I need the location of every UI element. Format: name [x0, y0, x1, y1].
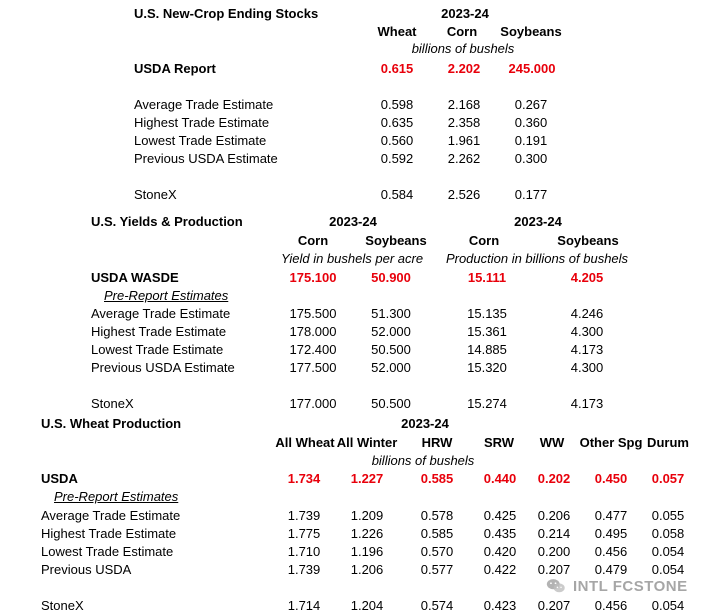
section2-usda-value: 15.111	[467, 270, 507, 285]
section3-cell: 0.456	[594, 544, 628, 559]
section2-cell: 4.246	[570, 306, 604, 321]
section2-row-label: Average Trade Estimate	[91, 306, 231, 321]
section1-row-label: Highest Trade Estimate	[134, 115, 270, 130]
section3-stonex-value: 0.456	[594, 598, 628, 613]
section3-stonex-label: StoneX	[41, 598, 84, 613]
section2-cell: 4.173	[570, 342, 604, 357]
section3-stonex-value: 0.207	[537, 598, 571, 613]
section1-col-soybeans: Soybeans	[500, 24, 562, 39]
section3-usda-value: 0.440	[483, 471, 517, 486]
section2-cell: 175.500	[289, 306, 337, 321]
section2-row-label: Previous USDA Estimate	[91, 360, 235, 375]
section1-stonex-label: StoneX	[134, 187, 177, 202]
section2-cell: 52.000	[371, 360, 411, 375]
section3-col-all-wheat: All Wheat	[275, 435, 335, 450]
section3-year: 2023-24	[401, 416, 449, 431]
section3-row-label: Highest Trade Estimate	[41, 526, 177, 541]
section3-usda-value: 0.450	[594, 471, 628, 486]
section2-usda-value: 50.900	[371, 270, 411, 285]
section3-col-srw: SRW	[483, 435, 515, 450]
section3-row-label: Lowest Trade Estimate	[41, 544, 174, 559]
section2-unit-yield: Yield in bushels per acre	[280, 251, 424, 266]
section3-unit: billions of bushels	[371, 453, 475, 468]
section3-cell: 1.739	[287, 562, 321, 577]
section2-unit-production: Production in billions of bushels	[445, 251, 629, 266]
section3-cell: 0.054	[651, 562, 685, 577]
section1-col-wheat: Wheat	[377, 24, 417, 39]
section3-cell: 0.200	[537, 544, 571, 559]
section3-title: U.S. Wheat Production	[41, 416, 182, 431]
section2-cell: 14.885	[467, 342, 507, 357]
section1-usda-value: 0.615	[380, 61, 414, 76]
section3-cell: 1.710	[287, 544, 321, 559]
section3-usda-value: 1.227	[350, 471, 384, 486]
section2-cell: 50.500	[371, 342, 411, 357]
section2-cell: 52.000	[371, 324, 411, 339]
section2-col-corn-yield: Corn	[297, 233, 329, 248]
section1-cell: 0.560	[380, 133, 414, 148]
wechat-icon	[545, 575, 567, 597]
section2-stonex-value: 177.000	[289, 396, 337, 411]
section3-usda-value: 0.202	[537, 471, 571, 486]
section3-cell: 0.578	[420, 508, 454, 523]
section3-cell: 1.209	[350, 508, 384, 523]
section2-col-soybeans-production: Soybeans	[557, 233, 619, 248]
section2-cell: 15.361	[467, 324, 507, 339]
watermark-text: INTL FCSTONE	[573, 577, 688, 595]
section2-row-label: Highest Trade Estimate	[91, 324, 227, 339]
section1-stonex-value: 0.177	[514, 187, 548, 202]
section3-row-label: Previous USDA	[41, 562, 132, 577]
section3-stonex-value: 0.574	[420, 598, 454, 613]
section2-stonex-label: StoneX	[91, 396, 134, 411]
section1-cell: 0.267	[514, 97, 548, 112]
section3-cell: 0.577	[420, 562, 454, 577]
section3-usda-value: 0.585	[420, 471, 454, 486]
section2-stonex-value: 50.500	[371, 396, 411, 411]
section3-usda-value: 1.734	[287, 471, 321, 486]
section1-row-label: Lowest Trade Estimate	[134, 133, 267, 148]
section2-title: U.S. Yields & Production	[91, 214, 243, 229]
section3-cell: 1.196	[350, 544, 384, 559]
section1-cell: 2.262	[447, 151, 481, 166]
section3-cell: 1.226	[350, 526, 384, 541]
section3-cell: 0.479	[594, 562, 628, 577]
section2-stonex-value: 4.173	[570, 396, 604, 411]
section1-unit: billions of bushels	[411, 41, 515, 56]
section1-usda-label: USDA Report	[134, 61, 216, 76]
section2-cell: 4.300	[570, 360, 604, 375]
section3-cell: 0.058	[651, 526, 685, 541]
section3-cell: 0.495	[594, 526, 628, 541]
section3-col-other-spg: Other Spg	[579, 435, 643, 450]
section3-col-hrw: HRW	[421, 435, 453, 450]
section3-col-all-winter: All Winter	[336, 435, 398, 450]
section3-cell: 0.055	[651, 508, 685, 523]
section3-cell: 0.214	[537, 526, 571, 541]
section3-stonex-value: 0.054	[651, 598, 685, 613]
section3-usda-value: 0.057	[651, 471, 685, 486]
section1-usda-value: 245.000	[508, 61, 556, 76]
section3-stonex-value: 1.714	[287, 598, 321, 613]
section3-cell: 0.422	[483, 562, 517, 577]
section1-cell: 0.635	[380, 115, 414, 130]
section2-usda-value: 175.100	[289, 270, 337, 285]
section1-row-label: Previous USDA Estimate	[134, 151, 278, 166]
section3-cell: 0.585	[420, 526, 454, 541]
section2-usda-label: USDA WASDE	[91, 270, 179, 285]
section3-row-label: Average Trade Estimate	[41, 508, 181, 523]
section1-usda-value: 2.202	[447, 61, 481, 76]
section1-col-corn: Corn	[446, 24, 478, 39]
section1-stonex-value: 0.584	[380, 187, 414, 202]
section3-cell: 0.420	[483, 544, 517, 559]
section1-cell: 0.300	[514, 151, 548, 166]
section2-cell: 177.500	[289, 360, 337, 375]
section2-cell: 4.300	[570, 324, 604, 339]
section3-pre-report-label: Pre-Report Estimates	[54, 489, 179, 504]
section1-cell: 2.358	[447, 115, 481, 130]
section2-cell: 178.000	[289, 324, 337, 339]
section2-cell: 51.300	[371, 306, 411, 321]
section1-title: U.S. New-Crop Ending Stocks	[134, 6, 319, 21]
section2-row-label: Lowest Trade Estimate	[91, 342, 224, 357]
section1-cell: 0.598	[380, 97, 414, 112]
section1-cell: 0.191	[514, 133, 548, 148]
section2-year-production: 2023-24	[514, 214, 562, 229]
section3-cell: 0.207	[537, 562, 571, 577]
section3-cell: 1.206	[350, 562, 384, 577]
section2-cell: 172.400	[289, 342, 337, 357]
section2-cell: 15.320	[467, 360, 507, 375]
section1-cell: 0.592	[380, 151, 414, 166]
section1-cell: 1.961	[447, 133, 481, 148]
section3-col-durum: Durum	[647, 435, 689, 450]
section3-cell: 0.435	[483, 526, 517, 541]
section3-stonex-value: 1.204	[350, 598, 384, 613]
section1-stonex-value: 2.526	[447, 187, 481, 202]
section1-year: 2023-24	[441, 6, 489, 21]
section2-col-soybeans-yield: Soybeans	[365, 233, 427, 248]
watermark	[545, 575, 688, 597]
section2-usda-value: 4.205	[570, 270, 604, 285]
section3-cell: 0.054	[651, 544, 685, 559]
section3-cell: 1.739	[287, 508, 321, 523]
section3-stonex-value: 0.423	[483, 598, 517, 613]
section2-cell: 15.135	[467, 306, 507, 321]
section3-col-ww: WW	[539, 435, 565, 450]
section3-cell: 1.775	[287, 526, 321, 541]
section3-cell: 0.425	[483, 508, 517, 523]
section1-cell: 2.168	[447, 97, 481, 112]
section2-stonex-value: 15.274	[467, 396, 507, 411]
section2-col-corn-production: Corn	[468, 233, 500, 248]
section1-cell: 0.360	[514, 115, 548, 130]
section2-year-yield: 2023-24	[329, 214, 377, 229]
section1-row-label: Average Trade Estimate	[134, 97, 274, 112]
section3-cell: 0.570	[420, 544, 454, 559]
section2-pre-report-label: Pre-Report Estimates	[104, 288, 229, 303]
section3-cell: 0.477	[594, 508, 628, 523]
section3-usda-label: USDA	[41, 471, 78, 486]
section3-cell: 0.206	[537, 508, 571, 523]
